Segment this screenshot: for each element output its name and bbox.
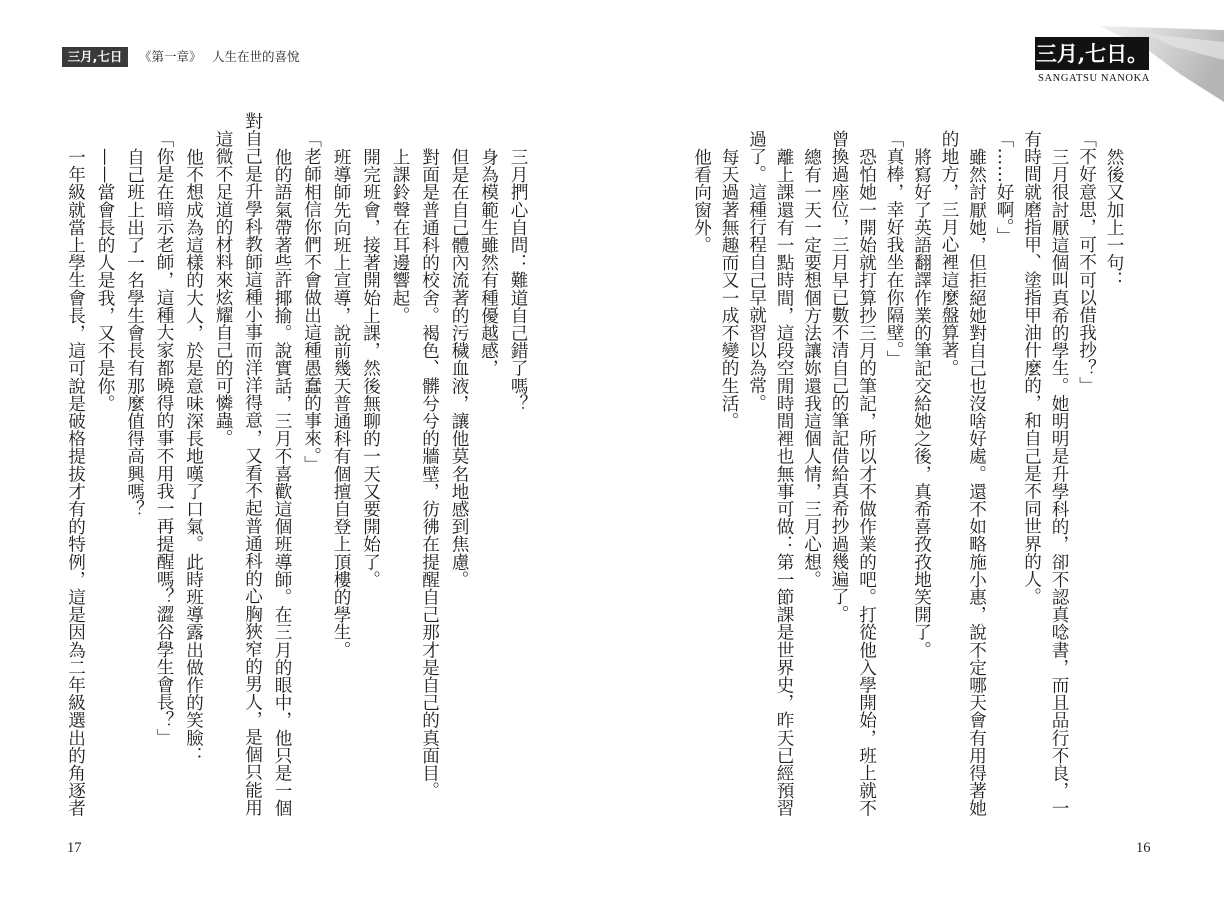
text-column: 恐怕她一開始就打算抄三月的筆記，所以才不做作業的吧。打從他入學開始，班上就不	[856, 147, 877, 817]
text-column: ——當會長的人是我，又不是你。	[95, 147, 115, 412]
text-column: 這微不足道的材料來炫耀自己的可憐蟲。	[213, 130, 233, 447]
body-text	[687, 130, 1127, 816]
text-column: 將寫好了英語翻譯作業的筆記交給她之後，真希喜孜孜地笑開了。	[911, 147, 932, 658]
series-logo-small: 三月,七日	[62, 47, 128, 67]
book-title-romaji: SANGATSU NANOKA	[1038, 73, 1150, 84]
text-column: 他不想成為這樣的大人，於是意味深長地嘆了口氣。此時班導露出做作的笑臉：	[183, 147, 204, 764]
text-column: 曾換過座位，三月早已數不清自己的筆記借給真希抄過幾遍了。	[829, 130, 849, 623]
text-column: 總有一天一定要想個方法讓妳還我這個人情，三月心想。	[801, 147, 822, 588]
body-text	[60, 112, 532, 834]
dialogue-column: 「不好意思，可不可以借我抄？」	[1076, 130, 1097, 394]
text-column: 對自己是升學科教師這種小事而洋洋得意，又看不起普通科的心胸狹窄的男人，是個只能用	[242, 112, 263, 816]
text-column: 他的語氣帶著些許揶揄。說實話，三月不喜歡這個班導師。在三月的眼中，他只是一個	[272, 147, 292, 817]
text-column: 一年級就當上學生會長，這可說是破格提拔才有的特例，這是因為二年級選出的角逐者	[65, 147, 86, 817]
book-title-logo: 三月,七日。	[1035, 37, 1149, 70]
text-column: 但是在自己體內流著的污穢血液，讓他莫名地感到焦慮。	[449, 147, 469, 588]
text-column: 然後又加上一句：	[1104, 147, 1124, 289]
text-column: 他看向窗外。	[691, 147, 712, 254]
decorative-swoosh	[1052, 20, 1224, 120]
dialogue-column: 「你是在暗示老師，這種大家都曉得的事不用我一再提醒嗎？澀谷學生會長？」	[154, 130, 174, 746]
text-column: 自己班上出了一名學生會長有那麼值得高興嗎？	[124, 147, 145, 518]
text-column: 身為模範生雖然有種優越感，	[478, 147, 499, 377]
page-number: 17	[67, 840, 82, 856]
text-column: 上課鈴聲在耳邊響起。	[390, 147, 410, 324]
dialogue-column: 「老師相信你們不會做出這種愚蠢的事來。」	[301, 130, 322, 474]
right-page	[612, 0, 1224, 908]
text-column: 三月捫心自問：難道自己錯了嗎？	[508, 147, 528, 412]
dialogue-column: 「……好啊。」	[994, 130, 1014, 245]
text-column: 三月很討厭這個叫真希的學生。她明明是升學科的，卻不認真唸書，而且品行不良，一	[1049, 147, 1069, 817]
text-column: 班導師先向班上宣導，說前幾天普通科有個擅自登上頂樓的學生。	[331, 147, 351, 658]
text-column: 離上課還有一點時間，這段空閒時間裡也無事可做：第一節課是世界史，昨天已經預習	[774, 147, 794, 817]
page-number: 16	[1136, 840, 1151, 856]
text-column: 開完班會，接著開始上課，然後無聊的一天又要開始了。	[360, 147, 381, 588]
text-column: 對面是普通科的校舍。褐色、髒兮兮的牆壁，彷彿在提醒自己那才是自己的真面目。	[419, 147, 440, 799]
text-column: 每天過著無趣而又一成不變的生活。	[719, 147, 739, 430]
text-column: 的地方，三月心裡這麼盤算著。	[939, 130, 959, 377]
text-column: 過了。這種行程自己早就習以為常。	[746, 130, 767, 412]
text-column: 雖然討厭她，但拒絕她對自己也沒啥好處。還不如略施小惠，說不定哪天會有用得著她	[966, 147, 987, 817]
text-column: 有時間就磨指甲、塗指甲油什麼的，和自己是不同世界的人。	[1021, 130, 1042, 606]
chapter-title: 人生在世的喜悅	[212, 49, 300, 64]
dialogue-column: 「真棒，幸好我坐在你隔壁。」	[884, 130, 904, 368]
chapter-label: 《第一章》	[139, 49, 202, 64]
